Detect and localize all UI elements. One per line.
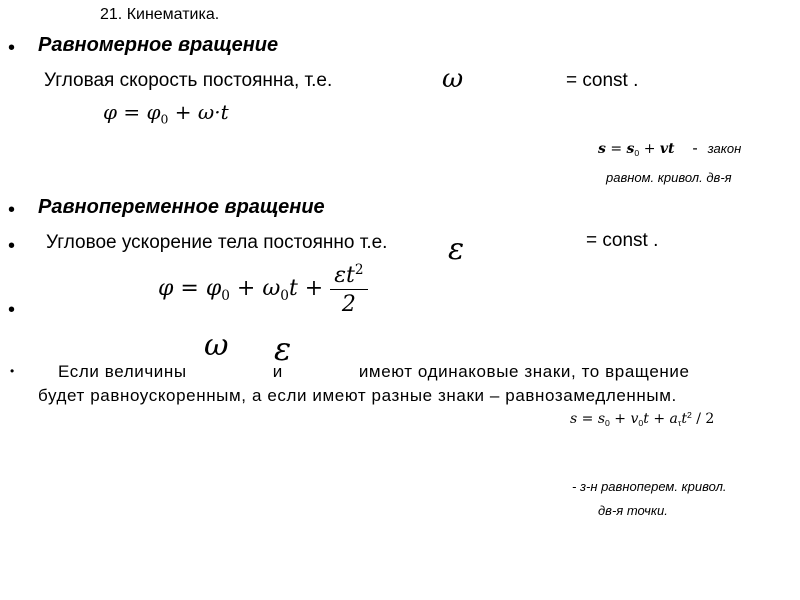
heading-uniform-variable-rotation: Равнопеременное вращение [38, 196, 325, 218]
footer-note-line2: дв-я точки. [598, 503, 668, 518]
rotation-sign-paragraph: Если величины и имеют одинаковые знаки, то вращение будет равноускоренным, а если имеют разные знаки – равнозамедленным. [38, 362, 690, 405]
bullet-4: • [8, 299, 16, 321]
bullet-2: • [8, 199, 16, 221]
footer-note-line1: - з-н равноперем. кривол. [572, 479, 727, 494]
epsilon-symbol: ε [448, 232, 465, 267]
uniform-rotation-formula: $\varphi = \varphi_0 + \omega\cdot t$ [103, 100, 229, 127]
angular-acceleration-text: Угловое ускорение тела постоянно т.е. [46, 232, 388, 253]
heading-uniform-rotation: Равномерное вращение [38, 34, 279, 56]
side-note-uniform: равном. кривол. дв-я [606, 170, 732, 185]
bullet-3: • [8, 235, 16, 257]
page-title: 21. Кинематика. [100, 6, 220, 23]
bullet-1: • [8, 37, 16, 59]
omega-symbol: ω [442, 64, 464, 94]
const-text-2: = const . [586, 230, 659, 251]
epsilon-symbol-large: ε [274, 330, 292, 368]
const-text-1: = const . [566, 70, 639, 91]
variable-motion-side-formula: $s = s_0 + v_0t + a_\tau t^2 / 2$ [570, 410, 715, 429]
uniform-variable-formula: $\varphi = \varphi_0 + \omega_0t$ + $\frac{\varepsilon t^2}{2}$ [158, 262, 368, 317]
formula-fraction: $\frac{\varepsilon t^2}{2}$ [330, 262, 367, 317]
omega-symbol-large: ω [204, 328, 229, 363]
bullet-5: • [10, 364, 15, 378]
angular-velocity-text: Угловая скорость постоянна, т.е. [44, 70, 333, 91]
uniform-motion-side-formula: $s = s_0$ + vt - закон [598, 140, 742, 159]
